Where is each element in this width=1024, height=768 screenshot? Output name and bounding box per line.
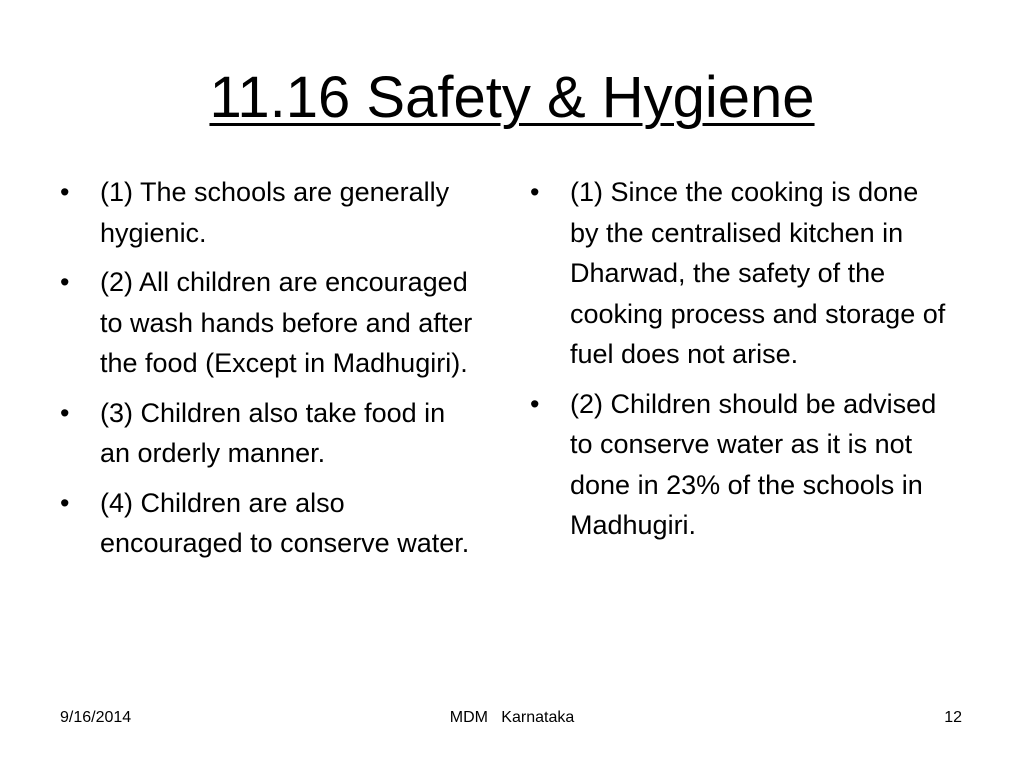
bullet-text: (3) Children also take food in an orderly manner. [100,397,446,468]
footer-date: 9/16/2014 [60,709,132,726]
right-bullet-item [530,384,950,546]
slide-title: 11.16 Safety & Hygiene [209,65,815,130]
right-bullet-item [530,172,950,375]
bullet-icon: • [60,397,70,428]
bullet-text: (2) All children are encouraged to wash hands before and after the food (Except in Madhugiri). [100,267,473,378]
bullet-icon: • [60,177,70,207]
bullet-icon: • [530,177,540,207]
bullet-text: (1) Since the cooking is done by the centralised kitchen in Dharwad, the safety of the cooking process and storage of fuel does not arise. [570,177,946,369]
bullet-icon: • [530,388,540,419]
bullet-icon: • [60,267,70,297]
left-bullet-item [60,262,480,384]
bullet-text: (4) Children are also encouraged to conserve water. [100,487,470,558]
left-bullet-list [60,172,480,573]
left-bullet-item [60,483,480,564]
footer-center-text: MDM Karnataka [449,709,575,726]
bullet-text: (2) Children should be advised to conserve water as it is not done in 23% of the schools in Madhugiri. [570,388,937,540]
bullet-icon: • [60,487,70,518]
left-bullet-item [60,172,480,253]
right-bullet-list [530,172,950,555]
bullet-text: (1) The schools are generally hygienic. [100,177,450,248]
left-bullet-item [60,393,480,474]
footer-page-number: 12 [944,709,962,726]
